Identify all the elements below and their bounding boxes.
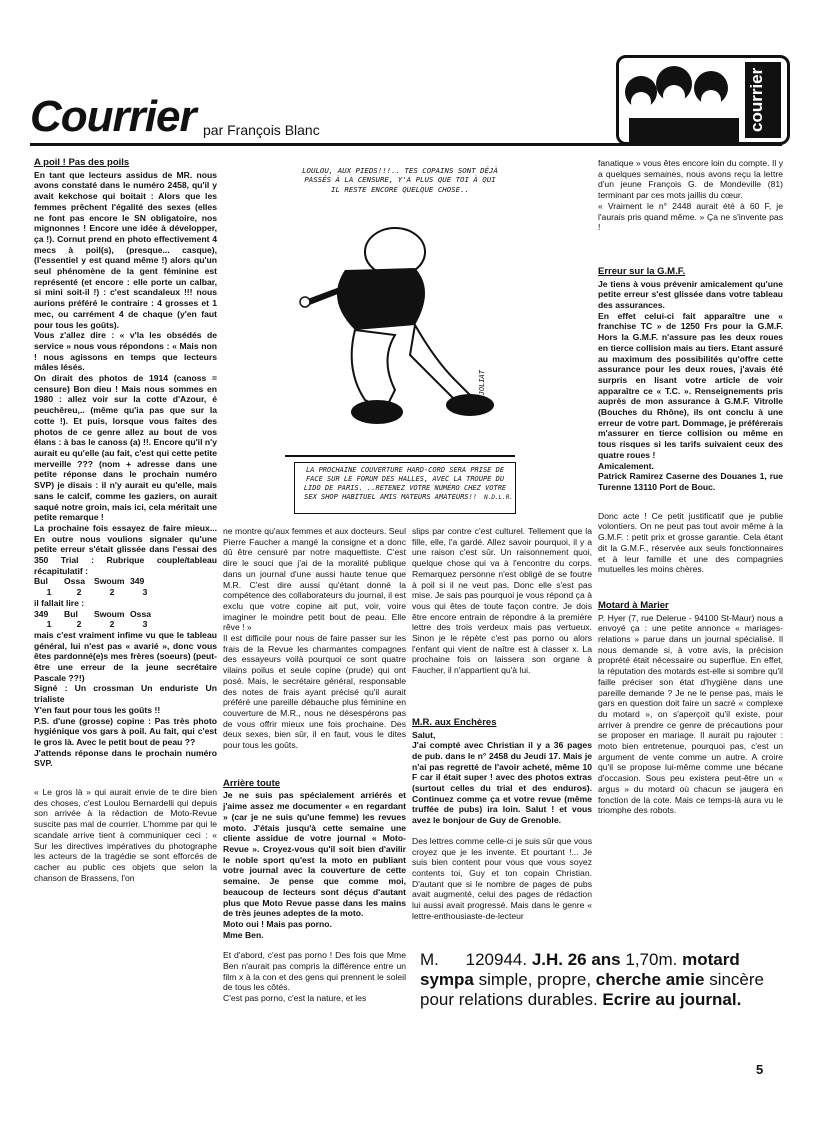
- column-3: [412, 526, 592, 922]
- letter-signature: Patrick Ramirez Caserne des Douanes 1, rue Turenne 13110 Port de Bouc.: [598, 471, 783, 492]
- letter-paragraph: P.S. d'une (grosse) copine : Pas très photo hygiénique vos gars à poil. Au fait, qui c'est le gros là. Avec le petit bout de peau ??: [34, 715, 217, 747]
- table-cell: 349: [130, 576, 145, 587]
- table-cell: Ossa: [130, 608, 152, 619]
- heading-motard-marier: Motard à Marier: [598, 599, 669, 611]
- cartoon-illustration: [285, 160, 515, 460]
- reply-paragraph: slips par contre c'est culturel. Tellement que la fille, elle, l'a gardé. Allez savoir pourquoi, il y a une raison c'est sûr. Un raisonnement quoi, quelque chose qui va à l'encontre du corps. Remarquez personne n'est obligé de se foutre à poil si il ne veut pas. Donc elle s'est pas mise. Je sais pas pourquoi je vous répond ça à vous qui êtes de toute façon contre. Je dois être encore entrain de répondre à la première lettre des trois verdeux mais pas vertueux. Sinon je le répète c'est pas porno ou alors l'enfant qui vient de naître est à classer x. La prochaine fois on laissera son organe à Faucher, il n'appartient qu'à lui.: [412, 526, 592, 676]
- reply-paragraph: C'est pas porno, c'est la nature, et les: [223, 993, 367, 1004]
- table-cell: 3: [142, 587, 148, 598]
- ad-text: sympa: [420, 970, 474, 989]
- letter-paragraph: En tant que lecteurs assidus de MR. nous avons constaté dans le numéro 2458, qu'il y avait kekchose qui boitait : Alors que les femmes prêchent l'égalité des sexes (elles ne font pas encore le SN obligatoire, nos mignonnes ! Encore une idée à développer, ça !). Cornut prend en photo effectivement 4 mecs à poil(s), (presque... casque), (l'essentiel y est quand même !) alors qu'un seul phénomène de la gent féminine est représenté (et encore : elle porte un calbar, si mini soit-il !) : c'est scandaleux !!! nous aurions préféré le contraire : 4 grosses et 1 mec, ou carrément 4 de chaque (y'en faut pour tous les goûts).: [34, 169, 217, 330]
- ad-text: motard: [682, 950, 740, 969]
- column-4: [598, 158, 783, 816]
- letter-paragraph: Amicalement.: [598, 460, 654, 471]
- classified-ad: [420, 950, 785, 1010]
- letter-paragraph: Moto oui ! Mais pas porno.: [223, 918, 332, 929]
- letter-paragraph: mais c'est vraiment infime vu que le tableau général, lui n'est pas « avarié », donc vous êtes pardonné(e)s mes frères (soeurs) (peut-être une erreur de la jeune secrétaire Pascale ??!): [34, 629, 217, 683]
- table-cell: 3: [142, 619, 148, 630]
- caption-signature: N.D.L.R.: [484, 494, 513, 501]
- letter-paragraph: En effet celui-ci fait apparaître une « franchise TC » de 1250 Frs pour la G.M.F. Hors la G.M.F. n'assure pas les deux roues en tierce collision mais au tiers. Etant assuré au maximum des possibilités qu'offre cette assurance pour les deux roues, j'avais été surpris en lisant votre article de voir apparaître ce « T.C. ». Renseignements pris auprès de mon assurance à G.M.F. Vitrolle (Bouches du Rhône), ils ont conclu à une erreur de votre part. Dommage, je préférerais m'assurer en tierce collision ou même en tous risques si les tarifs suivaient ceux des quatre roues !: [598, 310, 783, 460]
- ad-text: 1,70m.: [625, 950, 678, 969]
- reply-paragraph: P. Hyer (7, rue Delerue - 94100 St-Maur) nous a envoyé ça : une petite annonce « mariages-relations » parue dans un journal spécialisé. Il nous demande si, à votre avis, la précision proprété était nécessaire ou superflue. En effet, la réputation des motards est-elle si sombre qu'il faille préciser son état d'hygiène dans une pareille demande ? Je ne le pense pas, mais le gars en question doit faire un sacré « complexe du motard », on s'aperçoit qu'il existe, pour arriver à prendre ce genre de précautions pour se proposer en mariage. Il aurait pu rajouter : moto bien entretenue, pourquoi pas, c'est un argument de vente comme un autre. A croire qu'il se propose lui-même comme une bécane d'occasion. Sous peu existera peut-être un « argus » du motard où chacun se jaugera en fonction de la cote. Mais ce temps-là aura vu le triomphe des robots.: [598, 612, 783, 816]
- reply-paragraph: « Vraiment le n° 2448 aurait été à 60 F, je l'aurais pris quand même. » Ça ne s'invente pas !: [598, 200, 783, 233]
- ad-text: sincère pour relations durables.: [420, 970, 765, 1009]
- table-cell: 2: [76, 587, 82, 598]
- cartoon-caption: [294, 462, 516, 514]
- ad-text: simple, propre,: [478, 970, 592, 989]
- table-cell: Ossa: [64, 576, 86, 587]
- section-logo: [616, 55, 790, 145]
- artist-signature: JOLIAT: [478, 370, 486, 396]
- letter-paragraph: Je tiens à vous prévenir amicalement qu'une petite erreur s'est glissée dans votre tableau des assurances.: [598, 278, 783, 311]
- letter-signature: Mme Ben.: [223, 929, 264, 940]
- cartoon-character-icon: [285, 160, 515, 460]
- ad-text: 120944.: [465, 950, 528, 969]
- ad-text: cherche amie: [595, 970, 705, 989]
- page-number: 5: [756, 1062, 764, 1077]
- letter-paragraph: Je ne suis pas spécialement arriérés et j'aime assez me documenter « en regardant » (car je ne suis qu'une femme) les revues moto. J'étais jusqu'à cette semaine une cliente assidue de votre journal « Moto-Revue ». Croyez-vous qu'il soit bien d'avilir le noble sport qu'est la moto en publiant votre journal avec la couverture de cette semaine. Je pense que comme moi, beaucoup de lecteurs sont déçus d'autant plus que Moto Revue passe dans les mains de très jeunes adeptes de la moto.: [223, 790, 406, 919]
- letter-paragraph: On dirait des photos de 1914 (canoss = censure) Bon dieu ! Mais nous sommes en 1980 : allez voir sur la cotte d'Azour, é peuchêreu,.. (même qu'ia pas que sur la cotte !). Et puis, lorsque vous faites des photos de ce genre allez au bout de vos élans : à bas le canoss (a) !!. Encore qu'il n'y aurait eu qu'elle (au fait, c'est qui cette petite merveille ??? (nom + adresse dans une petite réponse dans le prochain numéro SVP) je disais : il n'y aurait eu qu'elle, mais sans le calcif, comme les gaziers, on aurait saqué notre groin, mais ici, cela méritait une petite remarque !: [34, 373, 217, 523]
- logo-text: courrier: [747, 67, 766, 133]
- table-cell: 2: [76, 619, 82, 630]
- heading-mr-encheres: M.R. aux Enchères: [412, 716, 497, 728]
- column-1: [34, 158, 217, 883]
- reply-paragraph: Et d'abord, c'est pas porno ! Des fois que Mme Ben n'aurait pas compris la différence entre un film x à la con et des gens qui prennent le soleil de tous les côtés.: [223, 950, 406, 993]
- heading-a-poil: A poil ! Pas des poils: [34, 157, 130, 168]
- letter-signature: Signé : Un crossman Un enduriste Un trialiste: [34, 683, 217, 705]
- reply-paragraph: fanatique » vous êtes encore loin du compte. Il y a quelques semaines, nous avons reçu la lettre d'un jeune François G. de Mondeville (81) terminant par ces mots jaillis du cœur.: [598, 158, 783, 201]
- letter-paragraph: J'ai compté avec Christian il y a 36 pages de pub. dans le n° 2458 du Jeudi 17. Mais je n'ai pas regretté de l'avoir acheté, même 10 F car il était super ! avec des photos extras (surtout celles du trial et des enduros). Continuez comme ça et votre revue (même truffée de pubs) ira loin. Salut ! et vous avez le bonjour de Guy de Grenoble.: [412, 740, 592, 826]
- letter-paragraph: Salut,: [412, 729, 436, 740]
- reply-paragraph: ne montre qu'aux femmes et aux docteurs. Seul Pierre Faucher a mangé la consigne et a donc dû être censuré par notre maquettiste. C'est dire le souci que j'ai de la moralité publique dans un journal d'une aussi haute tenue que M.R. C'est dire aussi qu'étant donné la compétence des collaborateurs du journal, il est exclu que votre copine ait put, voir, voire imaginer le moindre petit bout de peau. Elle rêve ! »: [223, 526, 406, 633]
- table-cell: Swoum: [94, 576, 125, 587]
- ad-text: Ecrire au journal.: [602, 990, 742, 1009]
- ad-text: J.H. 26 ans: [531, 950, 621, 969]
- table-cell: Bul: [64, 608, 78, 619]
- table-correct: [34, 609, 217, 630]
- column-2: [223, 526, 406, 1004]
- caption-text: LA PROCHAINE COUVERTURE HARD-CORD SERA PRISE DE FACE SUR LE FORUM DES HALLES, AVEC LA TROUPE DU LIDO DE PARIS. ..RETENEZ VOTRE NUMÉRO CHEZ VOTRE SEX SHOP HABITUEL AMIS MATEURS AMATEURS!!: [303, 466, 507, 501]
- speech-bubble: LOULOU, AUX PIEDS!!!.. TES COPAINS SONT DÉJÀ PASSÉS À LA CENSURE, Y'A PLUS QUE TOI À QUI IL RESTE ENCORE QUELQUE CHOSE..: [302, 166, 498, 194]
- reply-paragraph: Il est difficile pour nous de faire passer sur les frais de la Revue les charmantes compagnes des essayeurs voilà pourquoi ce sont quatre vilains poilus et seule copine (prude) qui ont posé. Mais, le secrétaire général, responsable des notes de frais ayant précisé qu'il aurait préféré une pareille débauche plus féminine en couverture de M.R., nous ne désespérons pas de vous offrir mieux une fois prochaine. Des deux sexes, bien sûr, il en faut, vous le dites pour tous les goûts.: [223, 633, 406, 751]
- byline: par François Blanc: [203, 122, 320, 138]
- heading-erreur-gmf: Erreur sur la G.M.F.: [598, 265, 686, 277]
- letter-paragraph: La prochaine fois essayez de faire mieux... En outre nous voulions signaler qu'une petite erreur s'était glissée dans l'essai des 350 Trial : Rubrique couple/tableau récapitulatif :: [34, 522, 217, 576]
- reply-paragraph: Donc acte ! Ce petit justificatif que je publie volontiers. On ne peut pas tout avoir même à la G.M.F. : petit prix et grosse garantie. Cela étant dit la G.M.F., réservée aux seuls fonctionnaires et à leur famille et une des compagnies mutuelles les moins chères.: [598, 510, 783, 575]
- letter-paragraph: Y'en faut pour tous les goûts !!: [34, 704, 161, 715]
- table-cell: 1: [46, 619, 52, 630]
- table-cell: 2: [109, 619, 115, 630]
- table-cell: 2: [109, 587, 115, 598]
- table-cell: Bul: [34, 576, 48, 587]
- heading-arriere-toute: Arrière toute: [223, 777, 281, 789]
- table-cell: 349: [34, 608, 49, 619]
- letter-paragraph: il fallait lire :: [34, 597, 85, 608]
- ad-text: M.: [420, 950, 439, 969]
- reply-paragraph: « Le gros là » qui aurait envie de te dire bien des choses, c'est Loulou Bernardelli qui depuis son arrivée à la rédaction de Moto-Revue suscite pas mal de courrier. L'homme par qui le scandale arrive tient à communiquer ceci : « Sur les directives impératives du photographe les acteurs de la tragédie se sont efforcés de cacher au public ces objets que selon la chanson de Brassens, l'on: [34, 787, 217, 883]
- letter-paragraph: Vous z'allez dire : « v'la les obsédés de service » nous vous répondons : « Mais non ! nous agissons en temps que lecteurs mâles lésés.: [34, 330, 217, 373]
- letter-paragraph: J'attends réponse dans le prochain numéro SVP.: [34, 747, 217, 769]
- page-title: Courrier: [30, 92, 196, 141]
- reply-paragraph: Des lettres comme celle-ci je suis sûr que vous croyez que je les invente. Et pourtant !... Je suis bien content pour vous que vous soyez contents toi, Guy et ton copain Christian. D'autant que si le nombre de pages de pubs avait augmenté, celui des pages de rédaction lui aussi avait progressé. Mais dans le genre « lettre-enthousiaste-de-lecteur: [412, 835, 592, 921]
- table-cell: 1: [46, 587, 52, 598]
- table-cell: Swoum: [94, 608, 125, 619]
- table-wrong: [34, 576, 217, 597]
